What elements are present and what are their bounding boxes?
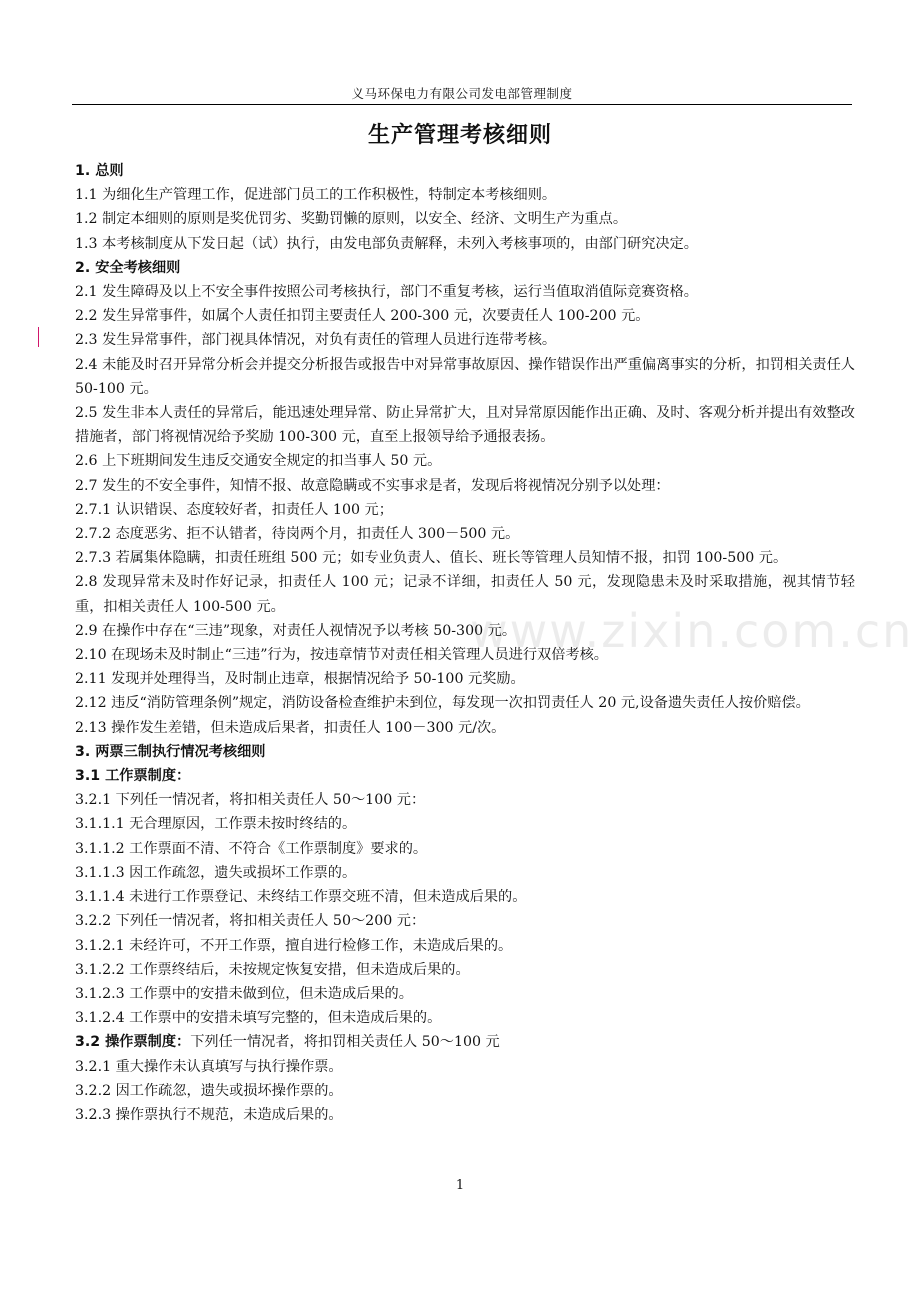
clause-paragraph: 2.3 发生异常事件，部门视具体情况，对负有责任的管理人员进行连带考核。 [75,332,557,349]
section-heading: 3. 两票三制执行情况考核细则 [75,743,266,760]
clause-paragraph: 2.10 在现场未及时制止“三违”行为，按违章情节对责任相关管理人员进行双倍考核。 [75,647,608,664]
clause-paragraph: 3.1.2.1 未经许可，不开工作票，擅自进行检修工作，未造成后果的。 [75,937,513,954]
clause-paragraph [75,1030,855,1054]
clause-paragraph: 3.1.2.2 工作票终结后，未按规定恢复安措，但未造成后果的。 [75,961,470,978]
clause-paragraph: 3.1.1.1 无合理原因，工作票未按时终结的。 [75,816,357,833]
clause-paragraph: 3.2.3 操作票执行不规范，未造成后果的。 [75,1106,343,1123]
clause-paragraph: 3.2.2 下列任一情况者，将扣相关责任人 50～200 元： [75,913,426,930]
clause-paragraph: 3.1.2.3 工作票中的安措未做到位，但未造成后果的。 [75,985,413,1002]
clause-paragraph: 2.7 发生的不安全事件，知情不报、故意隐瞒或不实事求是者，发现后将视情况分别予以处理： [75,477,670,494]
clause-paragraph: 2.7.2 态度恶劣、拒不认错者，待岗两个月，扣责任人 300－500 元。 [75,526,520,543]
header-rule [72,104,852,105]
section-heading: 3.1 工作票制度： [75,768,191,785]
clause-text: 下列任一情况者，将扣罚相关责任人 50～100 元 [190,1034,500,1051]
section-heading: 1. 总则 [75,163,124,179]
clause-paragraph: 1.3 本考核制度从下发日起（试）执行，由发电部负责解释，未列入考核事项的，由部门研究决定。 [75,235,698,252]
document-title: 生产管理考核细则 [367,123,552,148]
clause-paragraph: 2.7.3 若属集体隐瞒，扣责任班组 500 元；如专业负责人、值长、班长等管理人员知情不报，扣罚 100-500 元。 [75,550,788,567]
margin-mark [38,327,39,347]
clause-paragraph: 3.1.1.3 因工作疏忽，遗失或损坏工作票的。 [75,864,357,881]
clause-paragraph: 2.4 未能及时召开异常分析会并提交分析报告或报告中对异常事故原因、操作错误作出严重偏离事实的分析，扣罚相关责任人 50-100 元。 [75,356,855,397]
page-header: 义马环保电力有限公司发电部管理制度 [351,86,573,101]
watermark: www.zixin.com.cn [470,604,914,658]
clause-paragraph: 2.8 发现异常未及时作好记录，扣责任人 100 元；记录不详细，扣责任人 50 元，发现隐患未及时采取措施，视其情节轻重，扣相关责任人 100-500 元。 [75,574,855,615]
clause-paragraph: 2.7.1 认识错误、态度较好者，扣责任人 100 元； [75,501,393,518]
clause-paragraph: 2.9 在操作中存在“三违”现象，对责任人视情况予以考核 50-300 元。 [75,622,517,639]
clause-paragraph: 3.1.2.4 工作票中的安措未填写完整的，但未造成后果的。 [75,1010,442,1027]
clause-paragraph: 2.2 发生异常事件，如属个人责任扣罚主要责任人 200-300 元，次要责任人 100-200 元。 [75,308,650,325]
clause-paragraph: 2.12 违反“消防管理条例”规定，消防设备检查维护未到位，每发现一次扣罚责任人 20 元,设备遗失责任人按价赔偿。 [75,695,810,712]
clause-paragraph: 2.6 上下班期间发生违反交通安全规定的扣当事人 50 元。 [75,453,442,470]
section-heading: 3.2 操作票制度： [75,1034,191,1051]
section-heading: 2. 安全考核细则 [75,259,181,276]
clause-paragraph: 2.5 发生非本人责任的异常后，能迅速处理异常、防止异常扩大，且对异常原因能作出正确、及时、客观分析并提出有效整改措施者，部门将视情况给予奖励 100-300 元，直至上报领导给予通报表扬。 [75,405,855,446]
clause-paragraph: 3.2.1 下列任一情况者，将扣相关责任人 50～100 元： [75,792,426,809]
clause-paragraph: 3.1.1.2 工作票面不清、不符合《工作票制度》要求的。 [75,840,428,857]
clause-paragraph: 2.1 发生障碍及以上不安全事件按照公司考核执行，部门不重复考核，运行当值取消值际竞赛资格。 [75,284,698,301]
clause-paragraph: 1.2 制定本细则的原则是奖优罚劣、奖勤罚懒的原则，以安全、经济、文明生产为重点。 [75,211,628,228]
clause-paragraph: 2.13 操作发生差错，但未造成后果者，扣责任人 100－300 元/次。 [75,719,506,736]
clause-paragraph: 1.1 为细化生产管理工作，促进部门员工的工作积极性，特制定本考核细则。 [75,187,557,204]
clause-paragraph: 2.11 发现并处理得当，及时制止违章，根据情况给予 50-100 元奖励。 [75,671,525,688]
clause-paragraph: 3.2.2 因工作疏忽，遗失或损坏操作票的。 [75,1082,343,1099]
clause-paragraph: 3.1.1.4 未进行工作票登记、未终结工作票交班不清，但未造成后果的。 [75,889,527,906]
page-number: 1 [455,1178,465,1193]
document-body [75,159,855,1127]
clause-paragraph: 3.2.1 重大操作未认真填写与执行操作票。 [75,1058,343,1075]
